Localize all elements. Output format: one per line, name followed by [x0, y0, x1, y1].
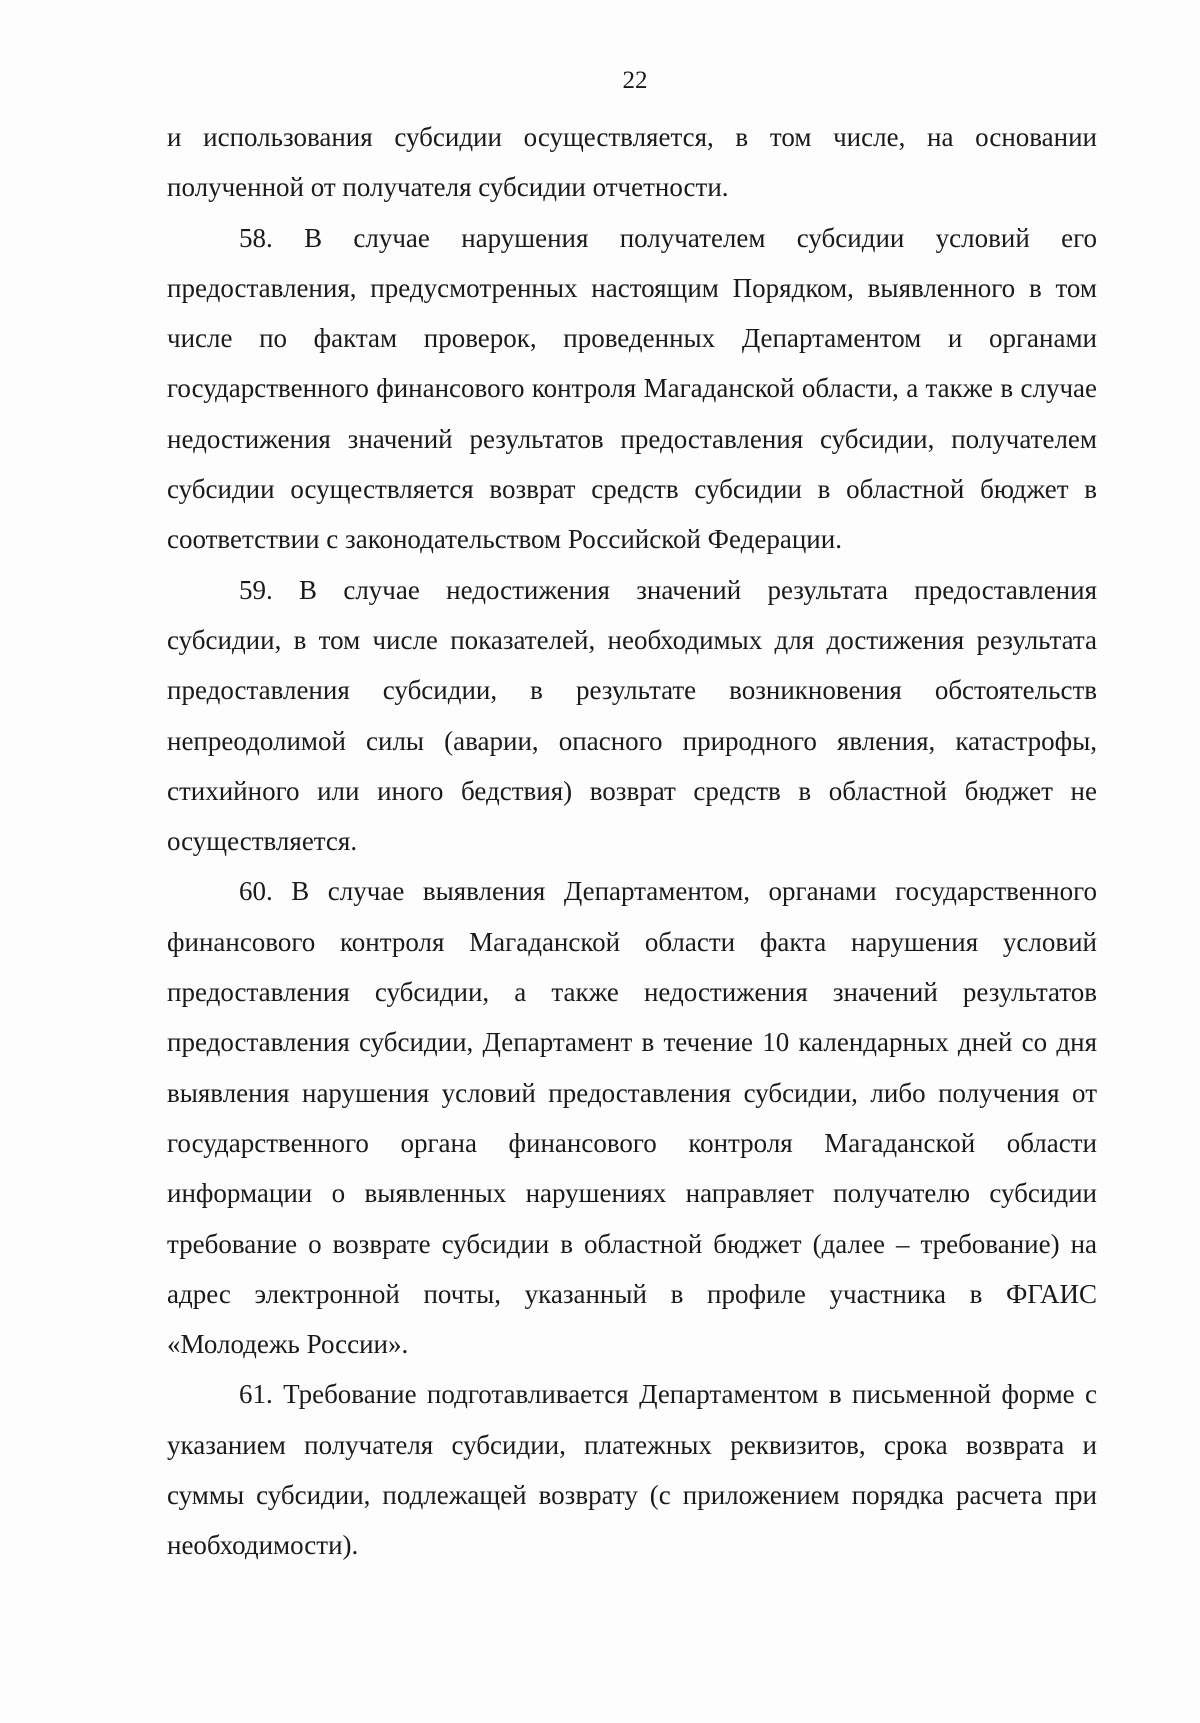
paragraph-59: 59. В случае недостижения значений результата предоставления субсидии, в том числе показателей, необходимых для достижения результата предоставления субсидии, в результате возникновения обстоятельств непреодолимой силы (аварии, опасного природного явления, катастрофы, стихийного или иного бедствия) возврат средств в областной бюджет не осуществляется. [167, 574, 1097, 857]
paragraph-60: 60. В случае выявления Департаментом, органами государственного финансового контроля Магаданской области факта нарушения условий предоставления субсидии, а также недостижения значений результатов предоставления субсидии, Департамент в течение 10 календарных дней со дня выявления нарушения условий предоставления субсидии, либо получения от государственного органа финансового контроля Магаданской области информации о выявленных нарушениях направляет получателю субсидии требование о возврате субсидии в областной бюджет (далее – требование) на адрес электронной почты, указанный в профиле участника в ФГАИС «Молодежь России». [167, 876, 1097, 1360]
paragraph-58: 58. В случае нарушения получателем субсидии условий его предоставления, предусмотренных настоящим Порядком, выявленного в том числе по фактам проверок, проведенных Департаментом и органами государственного финансового контроля Магаданской области, а также в случае недостижения значений результатов предоставления субсидии, получателем субсидии осуществляется возврат средств субсидии в областной бюджет в соответствии с законодательством Российской Федерации. [167, 222, 1097, 555]
paragraph-continuation: и использования субсидии осуществляется, в том числе, на основании полученной от получателя субсидии отчетности. [167, 122, 1097, 203]
page-number: 22 [622, 67, 648, 94]
paragraph-61: 61. Требование подготавливается Департаментом в письменной форме с указанием получателя субсидии, платежных реквизитов, срока возврата и суммы субсидии, подлежащей возврату (с приложением порядка расчета при необходимости). [167, 1379, 1097, 1561]
document-body [167, 112, 1097, 1571]
